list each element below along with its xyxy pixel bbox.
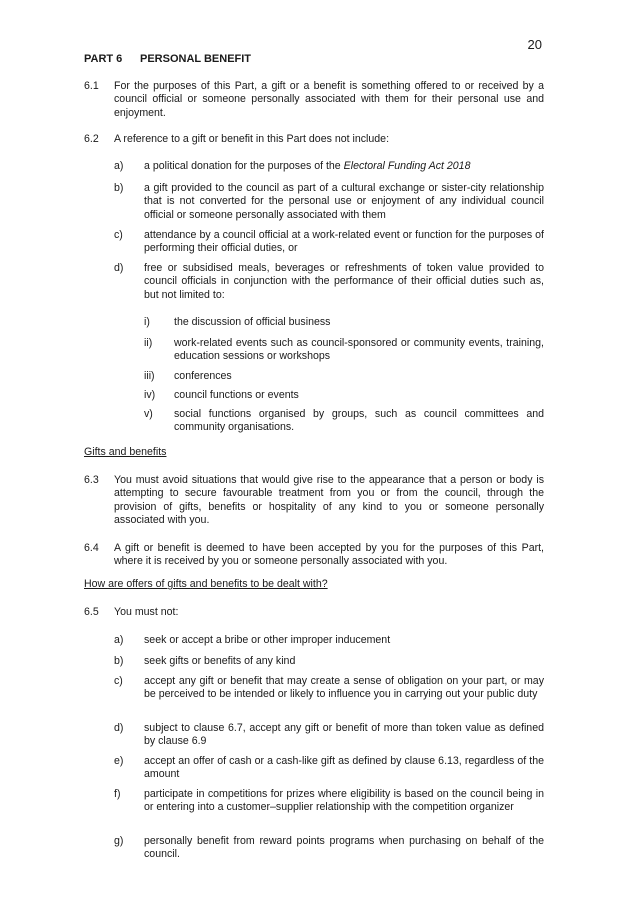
clause-6-1 — [84, 80, 544, 120]
clause-6-2-a — [84, 160, 544, 173]
item-number: iii) — [144, 370, 155, 382]
item-number: a) — [114, 160, 124, 172]
clause-text: For the purposes of this Part, a gift or a benefit is something offered to or received by a council official or someone personally associated with them for their personal use and enjoyment. — [114, 80, 544, 119]
item-text: participate in competitions for prizes where eligibility is based on the council being in or entering into a customer–supplier relationship with the competition organizer — [144, 788, 544, 814]
item-number: v) — [144, 408, 153, 420]
item-number: i) — [144, 316, 150, 328]
item-text: council functions or events — [174, 389, 299, 401]
item-number: ii) — [144, 337, 153, 349]
part-heading — [84, 53, 252, 66]
item-number: c) — [114, 229, 123, 241]
item-text: conferences — [174, 370, 232, 382]
item-text: the discussion of official business — [174, 316, 331, 328]
clause-number: 6.2 — [84, 133, 99, 145]
clause-6-5-g — [84, 835, 544, 862]
clause-6-5-c — [84, 675, 544, 702]
clause-number: 6.1 — [84, 80, 99, 92]
item-text: work-related events such as council-sponsored or community events, training, education sessions or workshops — [174, 337, 544, 363]
item-number: a) — [114, 634, 124, 646]
clause-6-5-b — [84, 655, 544, 668]
clause-6-4 — [84, 542, 544, 569]
item-text: free or subsidised meals, beverages or refreshments of token value provided to council officials in conjunction with the performance of their official duties such as, but not limited to: — [144, 262, 544, 301]
item-text: seek gifts or benefits of any kind — [144, 655, 296, 667]
item-text: seek or accept a bribe or other improper inducement — [144, 634, 391, 646]
item-number: f) — [114, 788, 121, 800]
item-number: d) — [114, 262, 124, 274]
clause-6-2-c — [84, 229, 544, 256]
section-heading-offers: How are offers of gifts and benefits to be dealt with? — [84, 578, 328, 590]
item-text-main: a political donation for the purposes of the — [144, 160, 344, 172]
clause-6-2-d-iv — [84, 389, 544, 402]
item-number: iv) — [144, 389, 156, 401]
clause-6-2 — [84, 133, 544, 146]
clause-6-2-d-ii — [84, 337, 544, 364]
clause-text: You must avoid situations that would give rise to the appearance that a person or body is attempting to secure favourable treatment from you or from the council, through the provision of gifts, benefits or hospitality of any kind to you or someone personally associated with you. — [114, 474, 544, 527]
clause-6-5-f — [84, 788, 544, 815]
clause-6-2-d-v — [84, 408, 544, 435]
clause-text: You must not: — [114, 606, 179, 618]
item-text: attendance by a council official at a work-related event or function for the purposes of performing their official duties, or — [144, 229, 544, 255]
clause-number: 6.3 — [84, 474, 99, 486]
item-number: e) — [114, 755, 124, 767]
act-name: Electoral Funding Act 2018 — [343, 160, 471, 172]
item-number: b) — [114, 655, 124, 667]
item-number: d) — [114, 722, 124, 734]
item-number: g) — [114, 835, 124, 847]
clause-6-2-d — [84, 262, 544, 302]
item-text: personally benefit from reward points programs when purchasing on behalf of the council. — [144, 835, 544, 861]
clause-6-5-d — [84, 722, 544, 749]
item-text — [144, 160, 544, 173]
clause-6-5-e — [84, 755, 544, 782]
item-text: accept any gift or benefit that may create a sense of obligation on your part, or may be perceived to be intended or likely to influence you in carrying out your public duty — [144, 675, 544, 701]
part-title: PERSONAL BENEFIT — [140, 53, 252, 65]
clause-text: A gift or benefit is deemed to have been accepted by you for the purposes of this Part, where it is received by you or someone personally associated with you. — [114, 542, 544, 568]
item-text: subject to clause 6.7, accept any gift or benefit of more than token value as defined by clause 6.9 — [144, 722, 544, 748]
item-text: social functions organised by groups, such as council committees and community organisations. — [174, 408, 544, 434]
item-number: c) — [114, 675, 123, 687]
page-number: 20 — [527, 37, 542, 52]
clause-number: 6.5 — [84, 606, 99, 618]
item-text: accept an offer of cash or a cash-like gift as defined by clause 6.13, regardless of the amount — [144, 755, 544, 781]
clause-6-3 — [84, 474, 544, 528]
clause-6-2-d-iii — [84, 370, 544, 383]
clause-6-5 — [84, 606, 544, 619]
item-text: a gift provided to the council as part of a cultural exchange or sister-city relationship that is not converted for the personal use or enjoyment of any individual council official or someone personally associated with them — [144, 182, 544, 221]
item-number: b) — [114, 182, 124, 194]
clause-6-5-a — [84, 634, 544, 647]
clause-6-2-b — [84, 182, 544, 222]
clause-number: 6.4 — [84, 542, 99, 554]
section-heading-gifts: Gifts and benefits — [84, 446, 167, 458]
clause-6-2-d-i — [84, 316, 544, 329]
part-label: PART 6 — [84, 53, 123, 65]
clause-text: A reference to a gift or benefit in this Part does not include: — [114, 133, 390, 145]
